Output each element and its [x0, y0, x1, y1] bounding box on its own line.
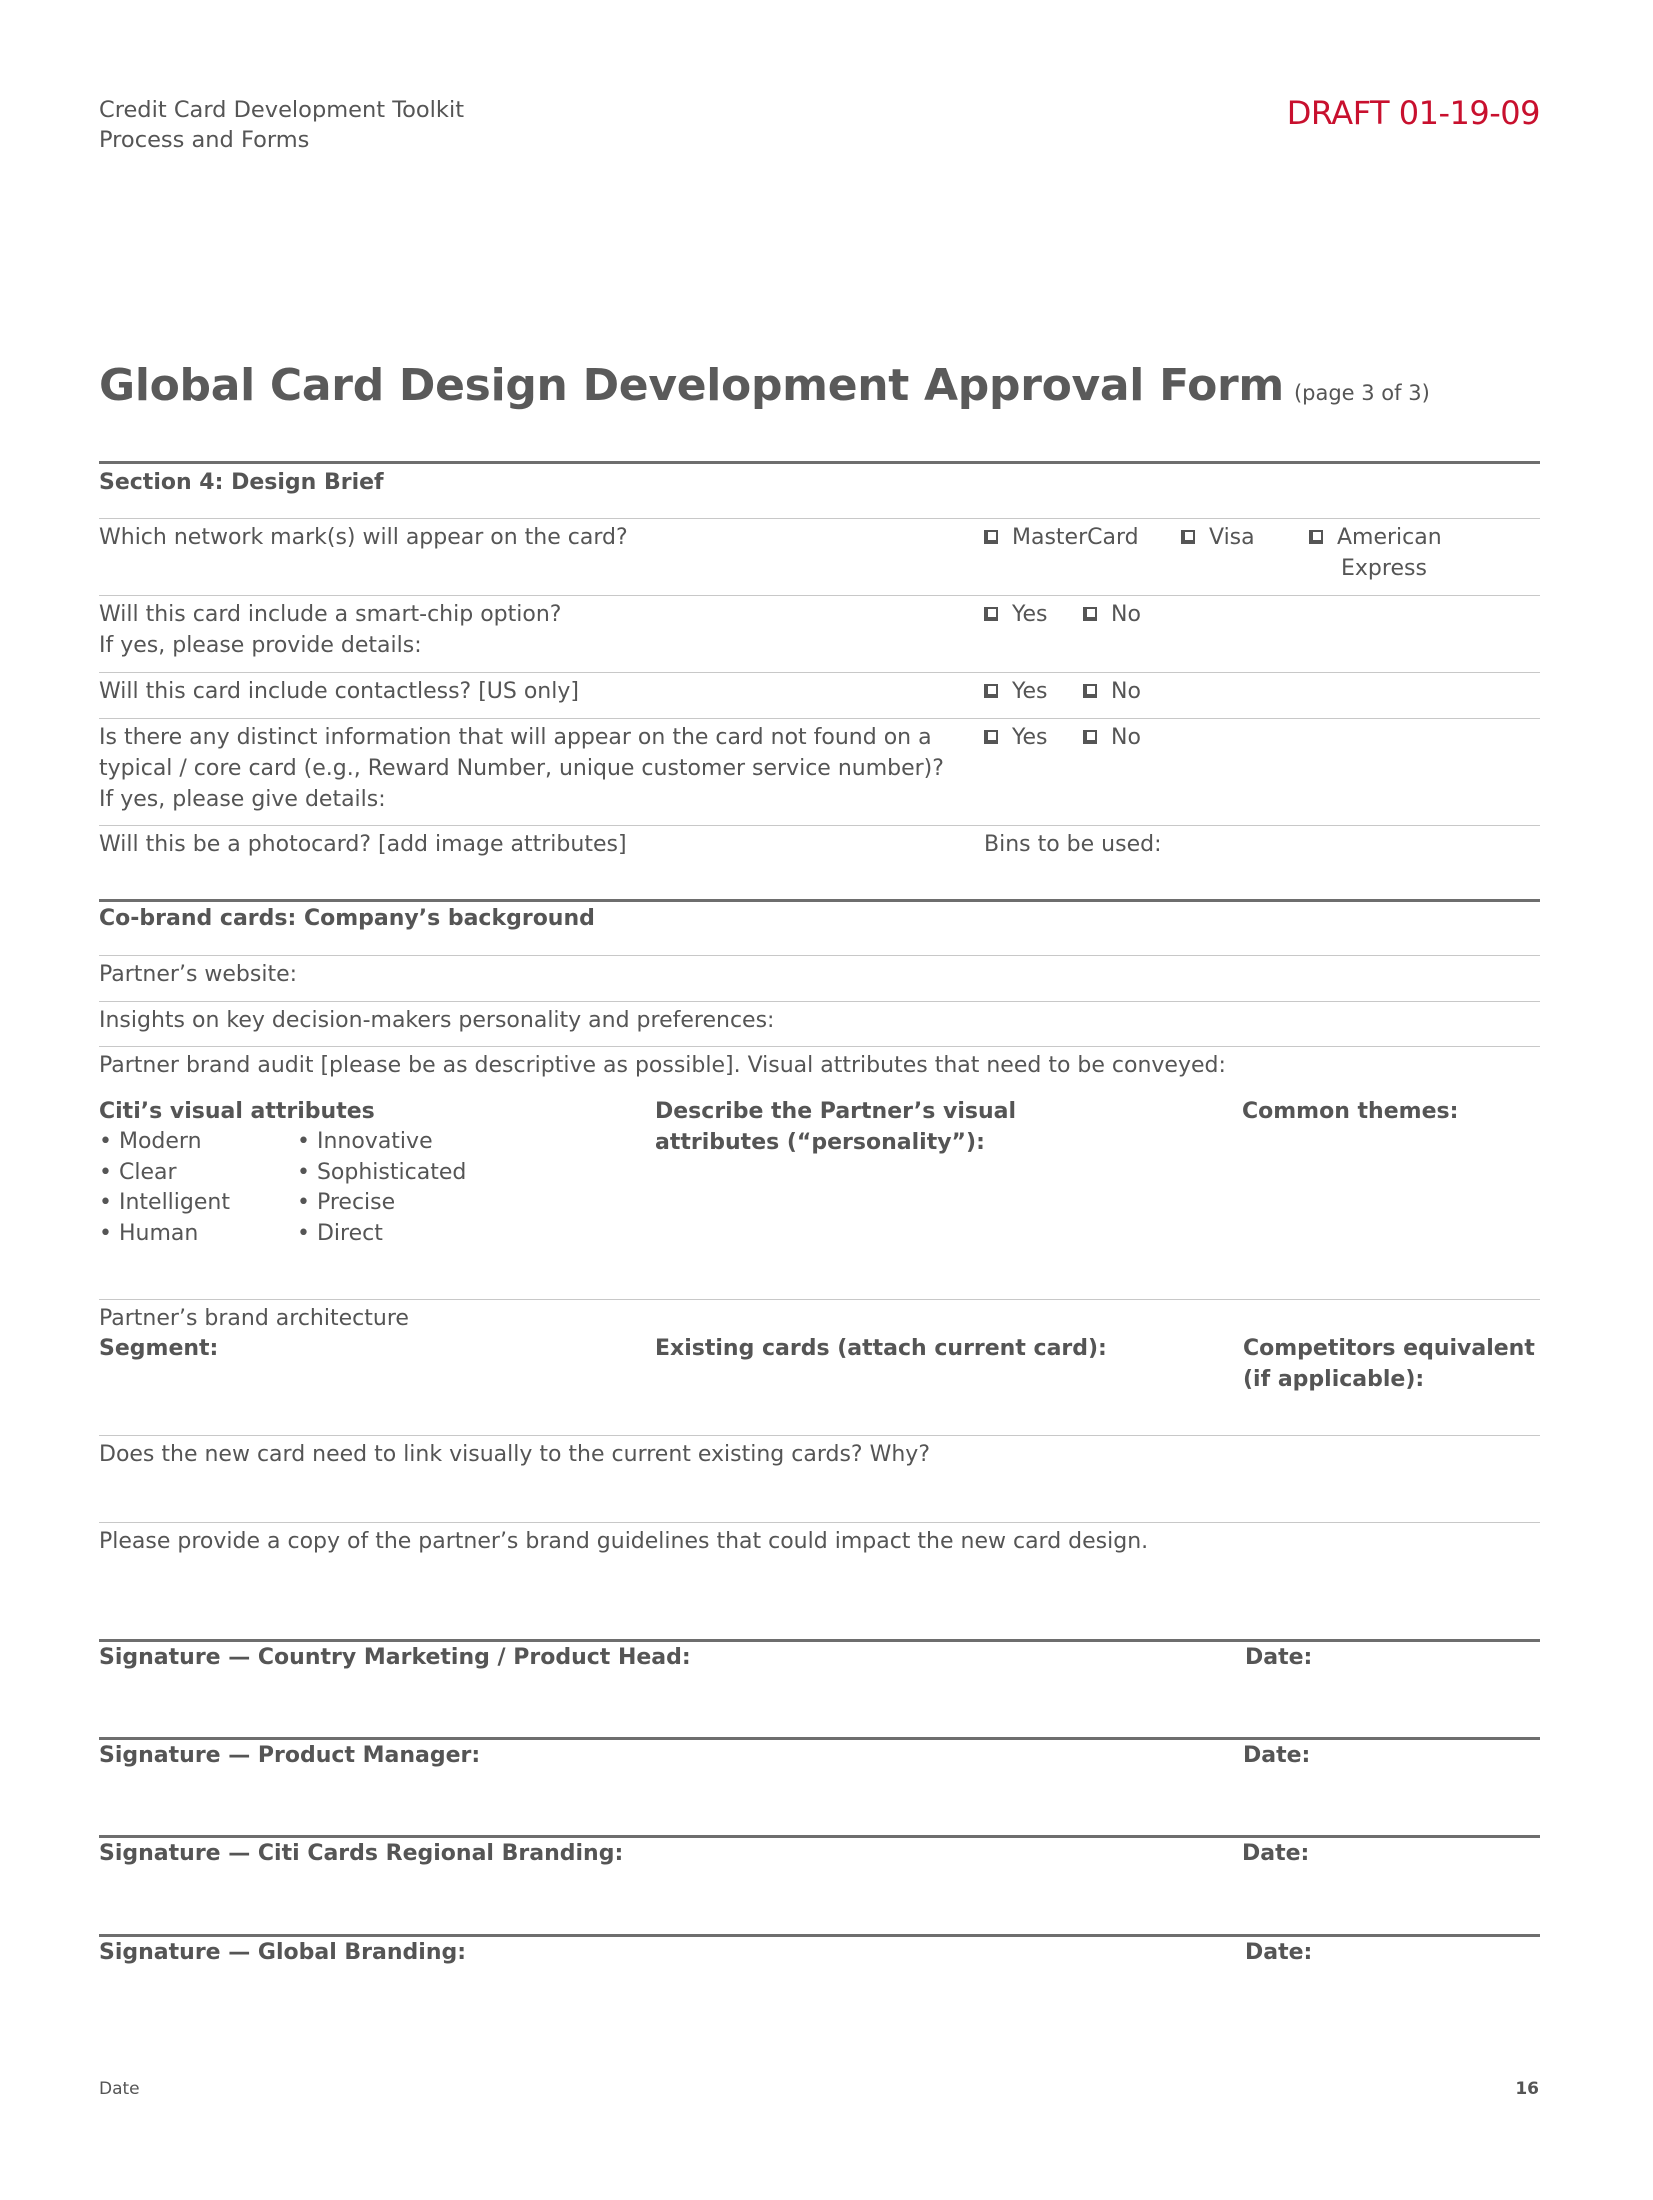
- list-item: • Intelligent: [99, 1190, 230, 1215]
- signature-regional-branding: Signature — Citi Cards Regional Branding:: [99, 1841, 624, 1866]
- mastercard-checkbox[interactable]: MasterCard: [984, 522, 1139, 553]
- signature-date-label: Date:: [1245, 1645, 1313, 1670]
- page-number: 16: [1515, 2079, 1539, 2099]
- brand-guidelines-request: Please provide a copy of the partner’s brand guidelines that could impact the new card design.: [99, 1529, 1149, 1554]
- brand-architecture-label: Partner’s brand architecture: [99, 1306, 409, 1331]
- signature-date-label: Date:: [1245, 1940, 1313, 1965]
- row-divider: [99, 595, 1540, 596]
- list-item: • Sophisticated: [297, 1159, 467, 1185]
- section-rule: [99, 899, 1540, 902]
- checkbox-icon: [1083, 684, 1097, 698]
- contactless-no-checkbox[interactable]: No: [1083, 676, 1141, 707]
- competitors-label: Competitors equivalent: [1243, 1336, 1535, 1361]
- smart-chip-details: If yes, please provide details:: [99, 633, 422, 658]
- row-divider: [99, 1299, 1540, 1300]
- common-themes-heading: Common themes:: [1242, 1099, 1459, 1124]
- smart-chip-yes-checkbox[interactable]: Yes: [984, 599, 1048, 630]
- section-rule: [99, 461, 1540, 464]
- bins-field-label: Bins to be used:: [984, 832, 1162, 857]
- partner-website-field: Partner’s website:: [99, 962, 298, 987]
- citi-attributes-list-1: [99, 1127, 230, 1249]
- list-item: • Clear: [99, 1159, 177, 1185]
- network-question: Which network mark(s) will appear on the card?: [99, 525, 628, 550]
- competitors-label-line2: (if applicable):: [1243, 1367, 1425, 1392]
- section-heading: Section 4: Design Brief: [99, 470, 384, 495]
- checkbox-icon: [984, 730, 998, 744]
- partner-visual-heading: Describe the Partner’s visual: [655, 1099, 1017, 1124]
- header-toolkit-title: Credit Card Development Toolkit: [99, 97, 465, 123]
- contactless-question: Will this card include contactless? [US only]: [99, 679, 579, 704]
- contactless-yes-checkbox[interactable]: Yes: [984, 676, 1048, 707]
- distinct-info-details: If yes, please give details:: [99, 787, 386, 812]
- segment-label: Segment:: [99, 1336, 219, 1361]
- row-divider: [99, 955, 1540, 956]
- checkbox-icon: [984, 530, 998, 544]
- signature-date-label: Date:: [1243, 1743, 1311, 1768]
- page-indicator: (page 3 of 3): [1293, 381, 1430, 405]
- checkbox-icon: [984, 607, 998, 621]
- list-item: • Precise: [297, 1190, 396, 1215]
- brand-audit-prompt: Partner brand audit [please be as descriptive as possible]. Visual attributes that need to be conveyed:: [99, 1053, 1226, 1078]
- partner-visual-heading-line2: attributes (“personality”):: [655, 1130, 985, 1155]
- row-divider: [99, 1001, 1540, 1002]
- signature-product-manager: Signature — Product Manager:: [99, 1743, 481, 1768]
- row-divider: [99, 1046, 1540, 1047]
- insights-field: Insights on key decision-makers personality and preferences:: [99, 1008, 775, 1033]
- smart-chip-question: Will this card include a smart-chip option?: [99, 602, 562, 627]
- row-divider: [99, 518, 1540, 519]
- checkbox-icon: [1083, 607, 1097, 621]
- row-divider: [99, 718, 1540, 719]
- draft-label: DRAFT 01-19-09: [1286, 94, 1540, 132]
- list-item: • Innovative: [297, 1129, 433, 1154]
- american-express-checkbox[interactable]: American: [1309, 522, 1442, 553]
- footer-date: Date: [99, 2079, 140, 2099]
- visa-checkbox[interactable]: Visa: [1181, 522, 1255, 553]
- row-divider: [99, 1435, 1540, 1436]
- photocard-question: Will this be a photocard? [add image attributes]: [99, 832, 627, 857]
- link-visual-question: Does the new card need to link visually to the current existing cards? Why?: [99, 1442, 930, 1467]
- checkbox-icon: [1309, 530, 1323, 544]
- page-title: [99, 360, 1430, 411]
- citi-attributes-heading: Citi’s visual attributes: [99, 1099, 375, 1124]
- distinct-info-yes-checkbox[interactable]: Yes: [984, 722, 1048, 753]
- list-item: • Modern: [99, 1129, 202, 1154]
- distinct-info-question-line2: typical / core card (e.g., Reward Number, unique customer service number)?: [99, 756, 944, 781]
- row-divider: [99, 672, 1540, 673]
- cobrand-heading: Co-brand cards: Company’s background: [99, 906, 595, 931]
- row-divider: [99, 1522, 1540, 1523]
- signature-date-label: Date:: [1242, 1841, 1310, 1866]
- distinct-info-question: Is there any distinct information that will appear on the card not found on a: [99, 725, 932, 750]
- signature-country-marketing: Signature — Country Marketing / Product Head:: [99, 1645, 691, 1670]
- american-express-label-line2: Express: [1341, 556, 1427, 581]
- header-subtitle: Process and Forms: [99, 127, 310, 153]
- smart-chip-no-checkbox[interactable]: No: [1083, 599, 1141, 630]
- checkbox-icon: [1083, 730, 1097, 744]
- existing-cards-label: Existing cards (attach current card):: [655, 1336, 1107, 1361]
- signature-global-branding: Signature — Global Branding:: [99, 1940, 467, 1965]
- distinct-info-no-checkbox[interactable]: No: [1083, 722, 1141, 753]
- checkbox-icon: [984, 684, 998, 698]
- list-item: • Human: [99, 1220, 199, 1246]
- row-divider: [99, 825, 1540, 826]
- list-item: • Direct: [297, 1220, 383, 1246]
- citi-attributes-list-2: [297, 1127, 466, 1249]
- checkbox-icon: [1181, 530, 1195, 544]
- form-title: Global Card Design Development Approval Form: [99, 360, 1284, 411]
